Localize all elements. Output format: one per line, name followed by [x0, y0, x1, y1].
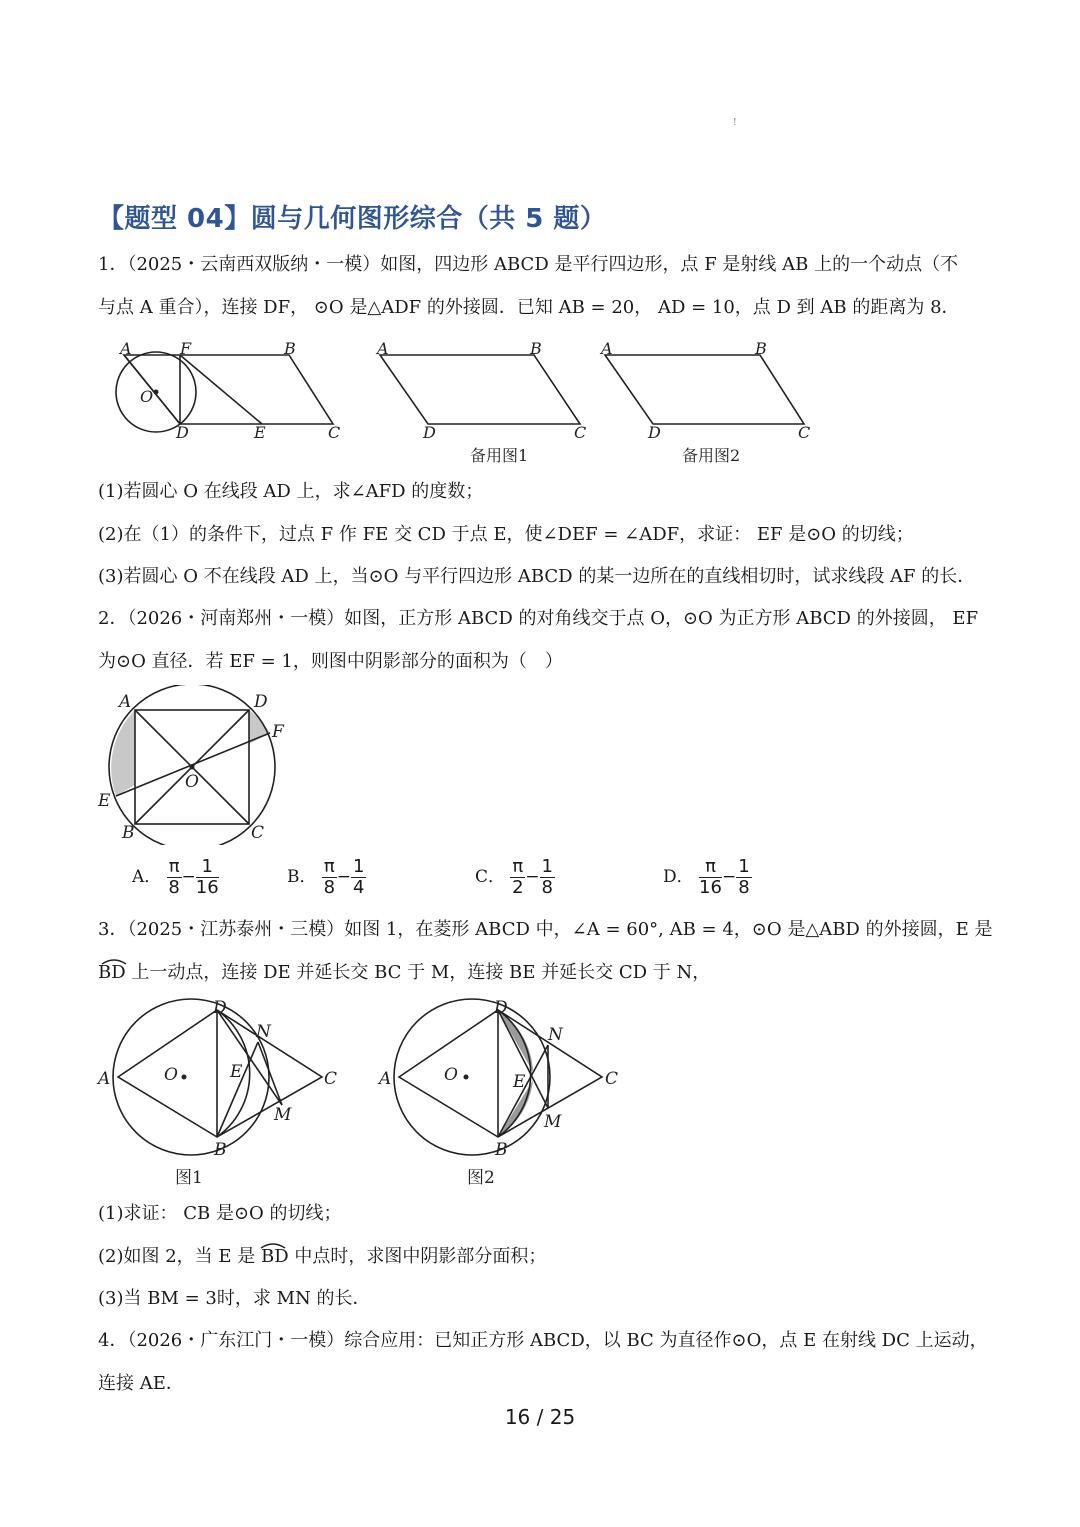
q1-backup2-label-b: B — [755, 339, 767, 358]
q1-sub-2: (2)在（1）的条件下，过点 F 作 FE 交 CD 于点 E，使∠DEF = ∠ADF，求证： EF 是⊙O 的切线； — [98, 524, 914, 545]
q2-line-2: 为⊙O 直径．若 EF = 1，则图中阴影部分的面积为（ ） — [98, 651, 563, 672]
q1-label-c: C — [328, 423, 341, 442]
q3-fig2-label-c: C — [605, 1069, 619, 1089]
q2-option-b-num2: 1 — [353, 856, 365, 877]
q1-caption-backup-1: 备用图1 — [470, 446, 529, 465]
header-mark: ! — [733, 118, 737, 128]
q2-option-b — [287, 857, 366, 898]
q4-line-2: 连接 AE． — [98, 1373, 184, 1394]
q2-option-c-den2: 8 — [541, 877, 553, 898]
q2-option-b-num1: π — [323, 856, 335, 877]
q2-shaded-segment-right — [249, 710, 270, 744]
q3-fig2-label-n: N — [548, 1025, 563, 1045]
q3-fig1-caption: 图1 — [175, 1168, 203, 1188]
q2-figure — [92, 685, 302, 845]
q1-center-dot — [154, 390, 159, 395]
q3-fig2-rhombus — [399, 1010, 602, 1137]
q2-option-a-minus: − — [181, 867, 196, 887]
q1-label-d: D — [176, 423, 189, 442]
q2-option-a — [132, 857, 219, 898]
q3-fig1-label-d: D — [213, 998, 227, 1018]
q3-figures — [96, 995, 636, 1195]
q2-option-d-num2: 1 — [738, 856, 750, 877]
q2-option-d — [663, 857, 752, 898]
q3-line-1: 3．（2025・江苏泰州・三模）如图 1，在菱形 ABCD 中，∠A = 60°, AB = 4，⊙O 是△ABD 的外接圆，E 是 — [98, 919, 993, 940]
q2-option-c-label: C． — [475, 867, 506, 887]
q3-sub-1: (1)求证： CB 是⊙O 的切线； — [98, 1203, 342, 1224]
q1-label-a: A — [120, 339, 132, 358]
q2-option-b-den2: 4 — [353, 877, 365, 898]
q3-fig2-label-a: A — [379, 1069, 392, 1089]
q4-line-1: 4．（2026・广东江门・一模）综合应用：已知正方形 ABCD，以 BC 为直径作⊙O，点 E 在射线 DC 上运动， — [98, 1330, 988, 1351]
q2-option-d-label: D． — [663, 867, 694, 887]
q2-option-a-num2: 1 — [196, 857, 219, 878]
q1-segment-fe — [180, 355, 262, 424]
q2-option-d-den1: 16 — [699, 877, 722, 898]
q1-sub-1: (1)若圆心 O 在线段 AD 上，求∠AFD 的度数； — [98, 481, 484, 502]
bd-arc-mark — [100, 956, 128, 966]
q1-label-e: E — [254, 423, 266, 442]
page-number: 16 / 25 — [504, 1405, 576, 1429]
q1-backup1-label-d: D — [423, 423, 436, 442]
q3-fig1-label-o: O — [164, 1065, 178, 1085]
q3-fig1-label-e: E — [230, 1062, 243, 1082]
q2-option-d-minus: − — [721, 867, 737, 887]
q2-line-1: 2．（2026・河南郑州・一模）如图，正方形 ABCD 的对角线交于点 O，⊙O 为正方形 ABCD 的外接圆， EF — [98, 608, 979, 629]
q2-option-d-num1: π — [699, 857, 722, 878]
q2-option-c-minus: − — [525, 867, 540, 887]
q3-fig1-label-c: C — [324, 1069, 338, 1089]
q2-center-dot — [190, 765, 195, 770]
q2-option-b-den1: 8 — [323, 877, 336, 898]
q1-backup2-label-a: A — [601, 339, 613, 358]
bd-arc-mark-2 — [259, 1240, 287, 1250]
q3-fig1-label-n: N — [256, 1022, 271, 1042]
q2-shaded-segment-left — [111, 710, 135, 796]
q1-parallelogram — [124, 355, 333, 424]
q2-option-c-num1: π — [512, 856, 524, 877]
q2-label-b: B — [122, 823, 135, 843]
q1-line-2: 与点 A 重合），连接 DF， ⊙O 是△ADF 的外接圆．已知 AB = 20， AD = 10，点 D 到 AB 的距离为 8． — [98, 297, 960, 318]
q2-option-b-label: B． — [287, 867, 317, 887]
q1-figures — [100, 338, 820, 473]
q2-option-d-den2: 8 — [738, 877, 750, 898]
q1-backup-parallelogram-2 — [605, 355, 804, 424]
q3-fig1-label-b: B — [214, 1140, 227, 1160]
q3-fig1-label-a: A — [98, 1069, 111, 1089]
q2-option-a-num1: π — [168, 856, 180, 877]
q3-fig2-caption: 图2 — [467, 1168, 495, 1188]
q1-backup1-label-c: C — [574, 423, 587, 442]
q3-fig1-center-dot — [182, 1075, 187, 1080]
q2-label-d: D — [254, 692, 268, 712]
q1-caption-backup-2: 备用图2 — [682, 446, 741, 465]
q2-option-a-label: A． — [132, 867, 162, 887]
q1-backup2-label-d: D — [648, 423, 661, 442]
q2-label-a: A — [119, 692, 132, 712]
q2-option-a-den2: 16 — [195, 877, 219, 898]
q2-label-c: C — [251, 823, 265, 843]
q1-label-o: O — [140, 387, 154, 406]
q3-fig2-circle — [394, 999, 550, 1155]
q1-backup1-label-b: B — [530, 339, 542, 358]
q3-fig2-label-b: B — [495, 1140, 508, 1160]
q3-fig2-label-o: O — [444, 1065, 458, 1085]
q2-option-c-num2: 1 — [541, 856, 553, 877]
q2-label-o: O — [185, 772, 199, 792]
q1-backup2-label-c: C — [798, 423, 811, 442]
q3-sub-2: (2)如图 2，当 E 是 BD 中点时，求图中阴影部分面积； — [98, 1246, 547, 1267]
q2-option-b-minus: − — [336, 867, 351, 887]
q1-line-1: 1．（2025・云南西双版纳・一模）如图，四边形 ABCD 是平行四边形，点 F 是射线 AB 上的一个动点（不 — [98, 254, 959, 275]
q3-fig2-center-dot — [464, 1075, 469, 1080]
q3-fig1-circle — [113, 999, 269, 1155]
q2-option-a-den1: 8 — [168, 877, 180, 898]
q2-option-c-den1: 2 — [512, 877, 524, 898]
q1-sub-3: (3)若圆心 O 不在线段 AD 上，当⊙O 与平行四边形 ABCD 的某一边所在的直线相切时，试求线段 AF 的长． — [98, 566, 976, 587]
q1-label-f: F — [180, 339, 192, 358]
q1-backup1-label-a: A — [377, 339, 389, 358]
q3-fig2-label-m: M — [544, 1112, 562, 1132]
q3-sub-3: (3)当 BM = 3时，求 MN 的长． — [98, 1288, 371, 1309]
q3-fig1-segment-nm — [258, 1042, 282, 1105]
q1-label-b: B — [284, 339, 296, 358]
q1-backup-parallelogram-1 — [380, 355, 580, 424]
q2-option-c — [475, 857, 555, 898]
q3-fig1-segment-bn — [217, 1042, 258, 1137]
q2-label-e: E — [98, 791, 111, 811]
q3-line-2: BD 上一动点，连接 DE 并延长交 BC 于 M，连接 BE 并延长交 CD 于 N， — [98, 962, 711, 983]
q3-fig2-label-e: E — [513, 1072, 526, 1092]
section-title: 【题型 04】圆与几何图形综合（共 5 题） — [98, 204, 607, 234]
q3-fig2-label-d: D — [494, 998, 508, 1018]
q3-fig1-label-m: M — [274, 1105, 292, 1125]
q2-label-f: F — [272, 722, 284, 742]
